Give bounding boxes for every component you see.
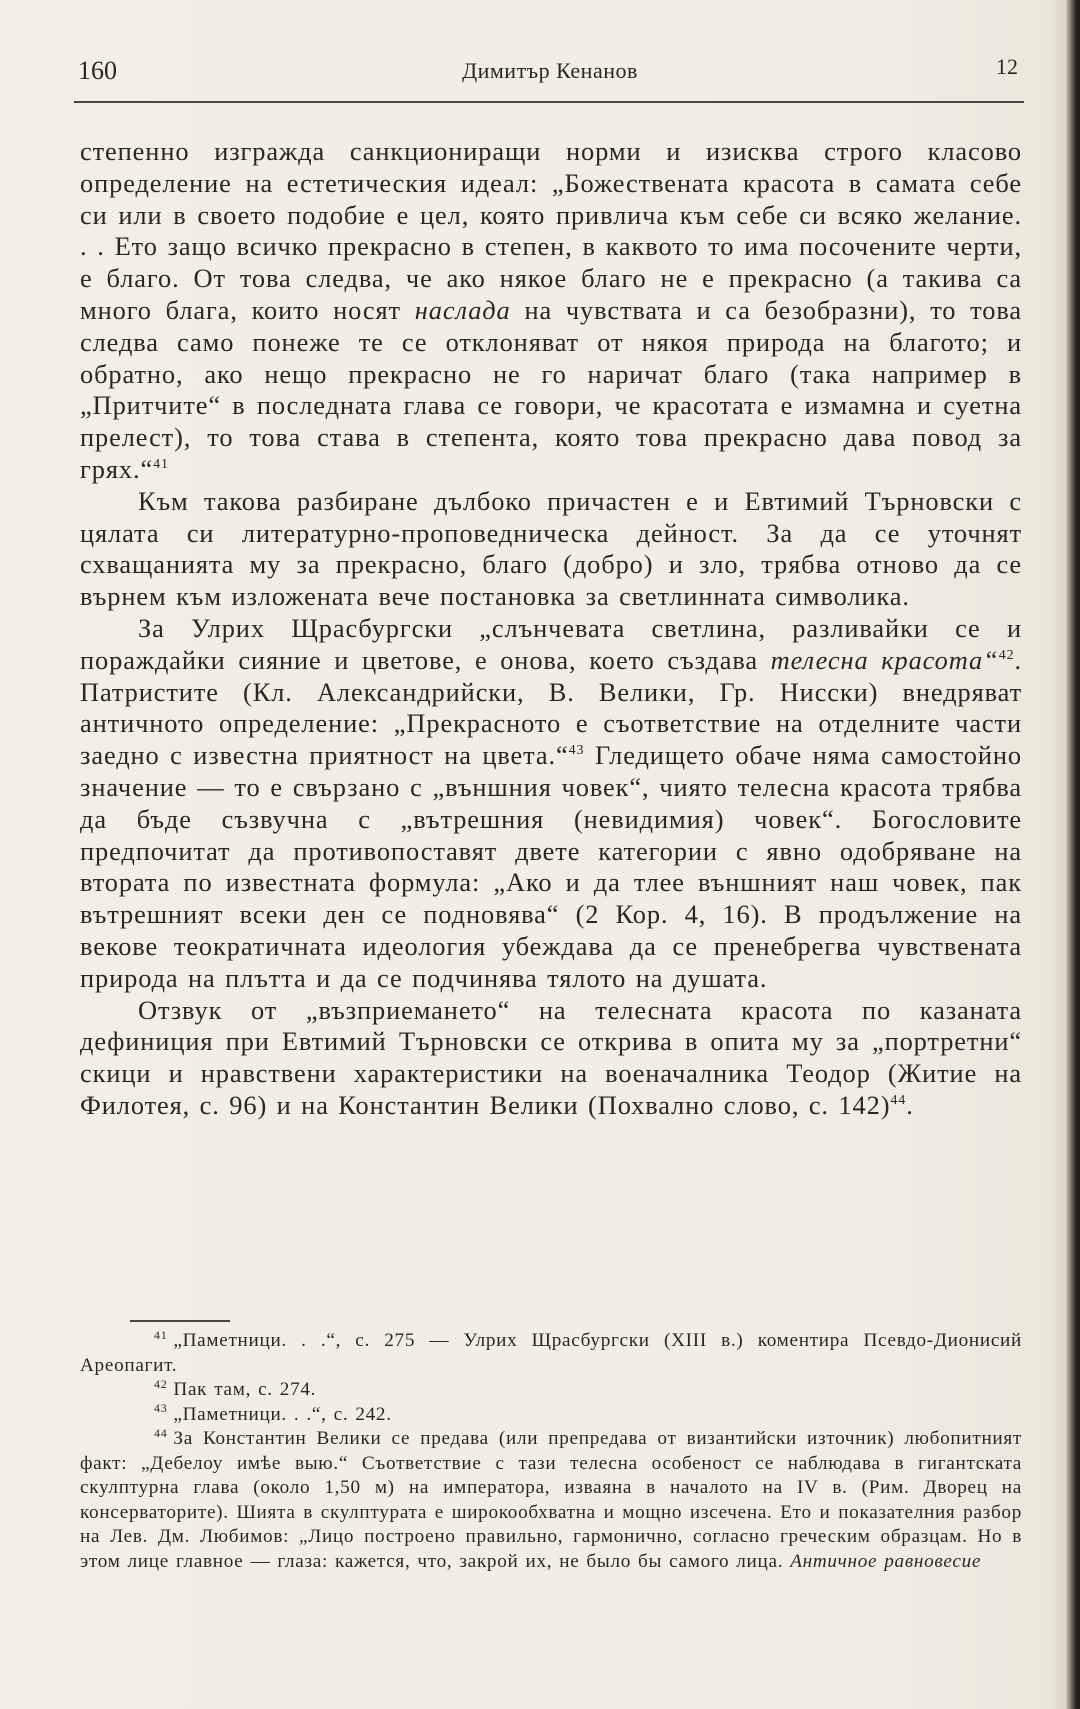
- footnote-ref-41: 41: [153, 457, 169, 473]
- page-number: 160: [78, 56, 117, 85]
- running-title: Димитър Кенанов: [462, 58, 638, 83]
- paragraph-2: Към такова разбиране дълбоко причастен е и Евтимий Търновски с цялата си литературно-проповедническа дейност. За да се уточнят схващанията му за прекрасно, благо (добро) и зло, трябва отново да се върнем към изложената вече постановка за светлинната символика.: [80, 485, 1022, 612]
- footnote-ref-42: 42: [998, 647, 1015, 663]
- footnote-41: $^{41}$ „Паметници. . .“, с. 275 — Улрих Щрасбургски (XIII в.) коментира Псевдо-Дионисий Ареопагит.: [80, 1327, 1022, 1376]
- body-text: [80, 136, 1022, 1122]
- footnote-rule: [130, 1320, 230, 1322]
- page-binding-edge: [1066, 0, 1080, 1709]
- footnote-ref-44: 44: [890, 1093, 907, 1109]
- footnotes: [80, 1329, 1022, 1574]
- chapter-number: 12: [996, 54, 1018, 79]
- emphasis-telesna-krasota: телесна красота“: [770, 644, 999, 675]
- footnote-42: $^{42}$ Пак там, с. 274.: [154, 1376, 317, 1400]
- footnote-ref-43: 43: [568, 743, 585, 759]
- running-header: [78, 52, 1022, 92]
- emphasis-antichnoe: Античное равновесие: [790, 1550, 982, 1572]
- footnote-43: $^{43}$ „Паметници. . .“, с. 242.: [154, 1401, 392, 1425]
- paragraph-3: За Улрих Щрасбургски „слънчевата светлина, разливайки се и пораждайки сияние и цветове, е онова, което създава телесна красота“$^{42}$. Патристите (Кл. Александрийски, В. Велики, Гр. Нисски) внедряват античното определение: „Прекрасното е съответствие на отделните части заедно с известна приятност на цвета.“$^{43}$ Гледището обаче няма самостойно значение — то е свързано с „външния човек“, чиято телесна красота трябва да бъде съзвучна с „вътрешния (невидимия) човек“. Богословите предпочитат да противопоставят двете категории с явно одобряване на втората по известната формула: „Ако и да тлее външният наш човек, пак вътрешният всеки ден се подновява“ (2 Кор. 4, 16). В продължение на векове теократичната идеология убеждава да се пренебрегва чувствената природа на плътта и да се подчинява тялото на душата.: [80, 612, 1022, 993]
- paragraph-4: Отзвук от „възприемането“ на телесната красота по казаната дефиниция при Евтимий Търновски се открива в опита му за „портретни“ скици и нравствени характеристики на военачалника Теодор (Житие на Филотея, с. 96) и на Константин Велики (Похвално слово, с. 142)$^{44}$.: [80, 994, 1022, 1120]
- emphasis-naslada: наслада: [414, 294, 511, 325]
- header-rule: [74, 101, 1024, 103]
- footnote-44: $^{44}$ За Константин Велики се предава (или препредава от византийски източник) любопитният факт: „Дебелоу имѣе выю.“ Съответствие с тази телесна особеност се наблюдава в гигантската скулптурна глава (около 1,50 м) на императора, изваяна в началото на IV в. (Рим. Дворец на консерваторите). Шията в скулптурата е широкообхватна и мощно изсечена. Ето и показателния разбор на Лев. Дм. Любимов: „Лицо построено правильно, гармонично, согласно греческим образцам. Но в этом лице главное — глаза: кажется, что, закрой их, не было бы самого лица. Античное равновесие: [80, 1425, 1022, 1572]
- paragraph-1: степенно изгражда санкциониращи норми и изисква строго класово определение на естетическия идеал: „Божествената красота в самата себе си или в своето подобие е цел, която привлича към себе си всяко желание. . . Ето защо всичко прекрасно в степен, в каквото то има посочените черти, е благо. От това следва, че ако някое благо не е прекрасно (а такива са много блага, които носят наслада на чувствата и са безобразни), то това следва само понеже те се отклоняват от някоя природа на благото; и обратно, ако нещо прекрасно не го наричат благо (така например в „Притчите“ в последната глава се говори, че красотата е измамна и суетна прелест), то това става в степента, която това прекрасно дава повод за грях.“$^{41}$: [80, 136, 1022, 484]
